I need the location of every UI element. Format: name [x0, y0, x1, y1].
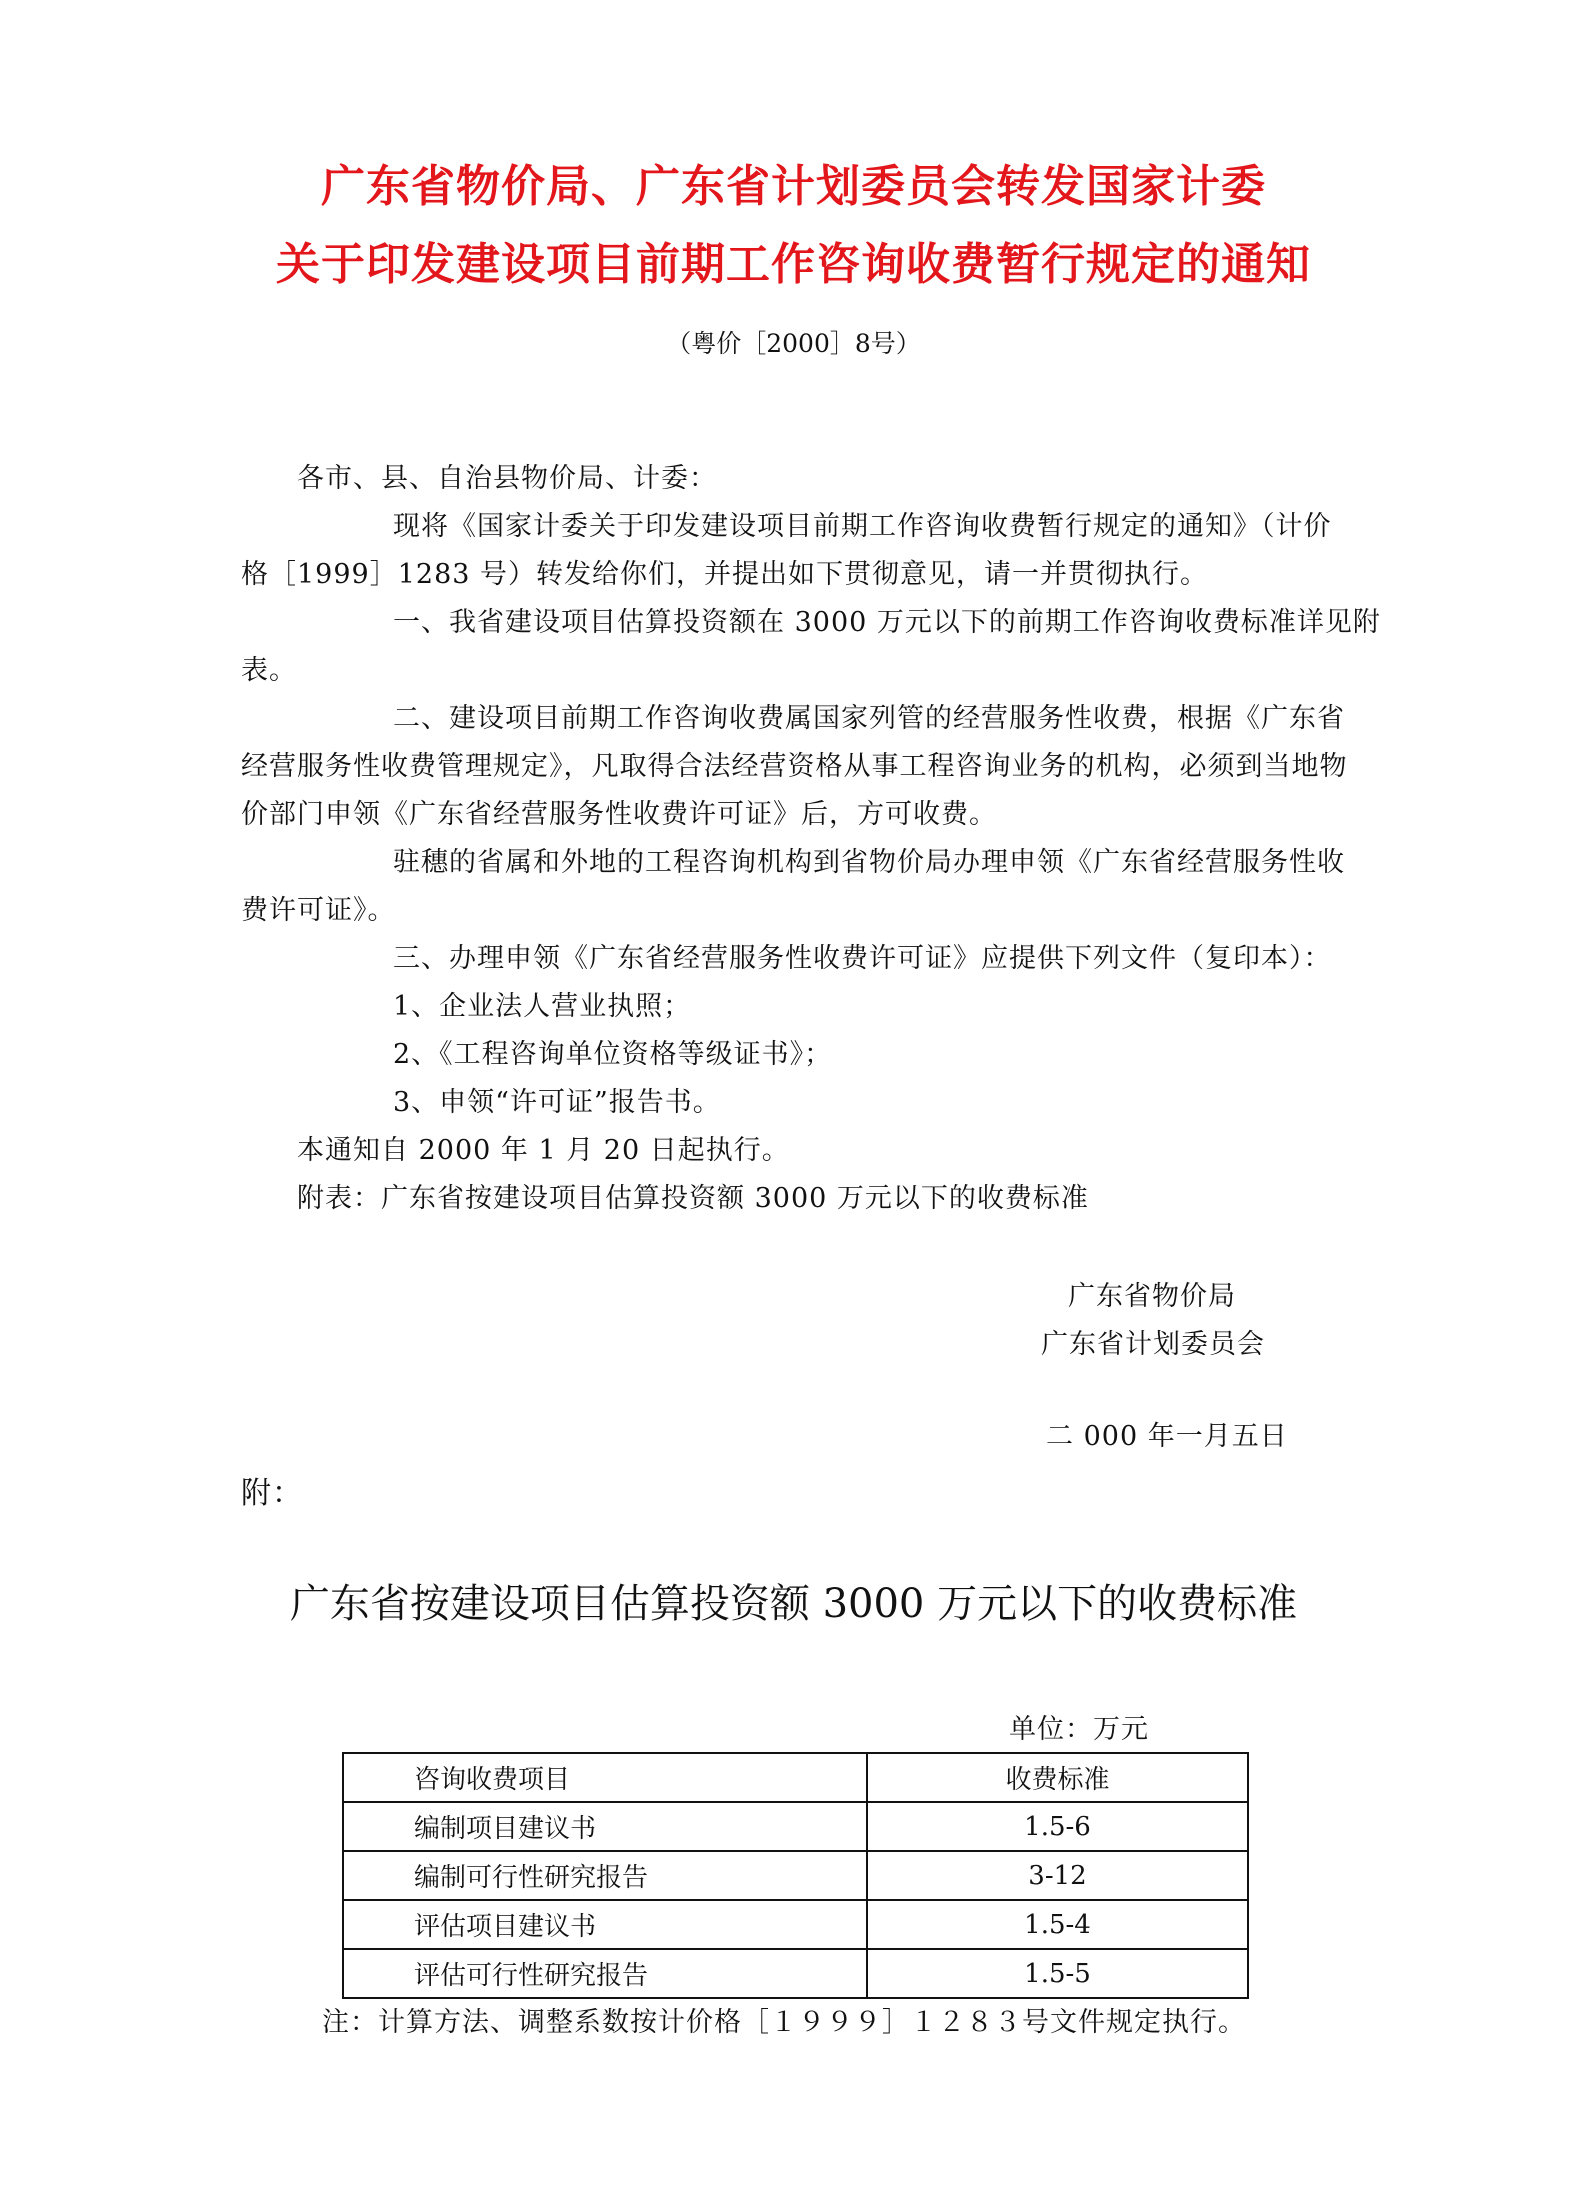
- table-cell-item: 编制项目建议书: [343, 1802, 867, 1851]
- document-list-item-3: 3、申领“许可证”报告书。: [393, 1087, 721, 1118]
- table-header-cell: 收费标准: [867, 1753, 1248, 1802]
- effective-date-statement: 本通知自 2000 年 1 月 20 日起执行。: [297, 1135, 790, 1166]
- paragraph-4-line-2: 费许可证》。: [241, 895, 396, 926]
- table-cell-fee: 1.5-6: [867, 1802, 1248, 1851]
- table-row: [343, 1900, 1248, 1949]
- signatory-price-bureau: 广东省物价局: [1068, 1281, 1236, 1312]
- notice-title-line-1: 广东省物价局、广东省计划委员会转发国家计委: [321, 161, 1266, 212]
- signatory-planning-commission: 广东省计划委员会: [1041, 1329, 1265, 1360]
- paragraph-3-line-2: 经营服务性收费管理规定》，凡取得合法经营资格从事工程咨询业务的机构，必须到当地物: [241, 751, 1348, 782]
- unit-label: 单位：万元: [1009, 1714, 1149, 1745]
- attachment-label: 附：: [241, 1476, 303, 1511]
- notice-title-line-2: 关于印发建设项目前期工作咨询收费暂行规定的通知: [276, 239, 1311, 290]
- table-header-row: [343, 1753, 1248, 1802]
- paragraph-3-line-3: 价部门申领《广东省经营服务性收费许可证》后，方可收费。: [241, 799, 997, 830]
- table-header-cell: 咨询收费项目: [343, 1753, 867, 1802]
- document-list-item-1: 1、企业法人营业执照；: [393, 991, 692, 1022]
- table-cell-item: 编制可行性研究报告: [343, 1851, 867, 1900]
- fee-standard-table: [342, 1752, 1249, 1999]
- paragraph-2-line-1: 一、我省建设项目估算投资额在 3000 万元以下的前期工作咨询收费标准详见附: [393, 607, 1381, 638]
- table-cell-fee: 1.5-4: [867, 1900, 1248, 1949]
- paragraph-4-line-1: 驻穗的省属和外地的工程咨询机构到省物价局办理申领《广东省经营服务性收: [393, 847, 1345, 878]
- table-row: [343, 1949, 1248, 1998]
- paragraph-1-line-2: 格［1999］1283 号）转发给你们，并提出如下贯彻意见，请一并贯彻执行。: [241, 559, 1209, 590]
- table-note: 注：计算方法、调整系数按计价格［１９９９］１２８３号文件规定执行。: [322, 2007, 1246, 2038]
- signature-date: 二 000 年一月五日: [1046, 1421, 1288, 1452]
- paragraph-5: 三、办理申领《广东省经营服务性收费许可证》应提供下列文件（复印本）：: [393, 943, 1332, 974]
- table-cell-item: 评估项目建议书: [343, 1900, 867, 1949]
- attachment-reference: 附表：广东省按建设项目估算投资额 3000 万元以下的收费标准: [297, 1183, 1089, 1214]
- document-list-item-2: 2、《工程咨询单位资格等级证书》；: [393, 1039, 833, 1070]
- paragraph-2-line-2: 表。: [241, 655, 297, 686]
- table-row: [343, 1851, 1248, 1900]
- paragraph-1-line-1: 现将《国家计委关于印发建设项目前期工作咨询收费暂行规定的通知》（计价: [393, 511, 1332, 542]
- table-cell-fee: 1.5-5: [867, 1949, 1248, 1998]
- document-number: （粤价［2000］8号）: [666, 329, 921, 358]
- table-cell-fee: 3-12: [867, 1851, 1248, 1900]
- table-cell-item: 评估可行性研究报告: [343, 1949, 867, 1998]
- salutation: 各市、县、自治县物价局、计委：: [297, 463, 717, 494]
- table-row: [343, 1802, 1248, 1851]
- paragraph-3-line-1: 二、建设项目前期工作咨询收费属国家列管的经营服务性收费，根据《广东省: [393, 703, 1345, 734]
- attachment-title: 广东省按建设项目估算投资额 3000 万元以下的收费标准: [289, 1581, 1298, 1627]
